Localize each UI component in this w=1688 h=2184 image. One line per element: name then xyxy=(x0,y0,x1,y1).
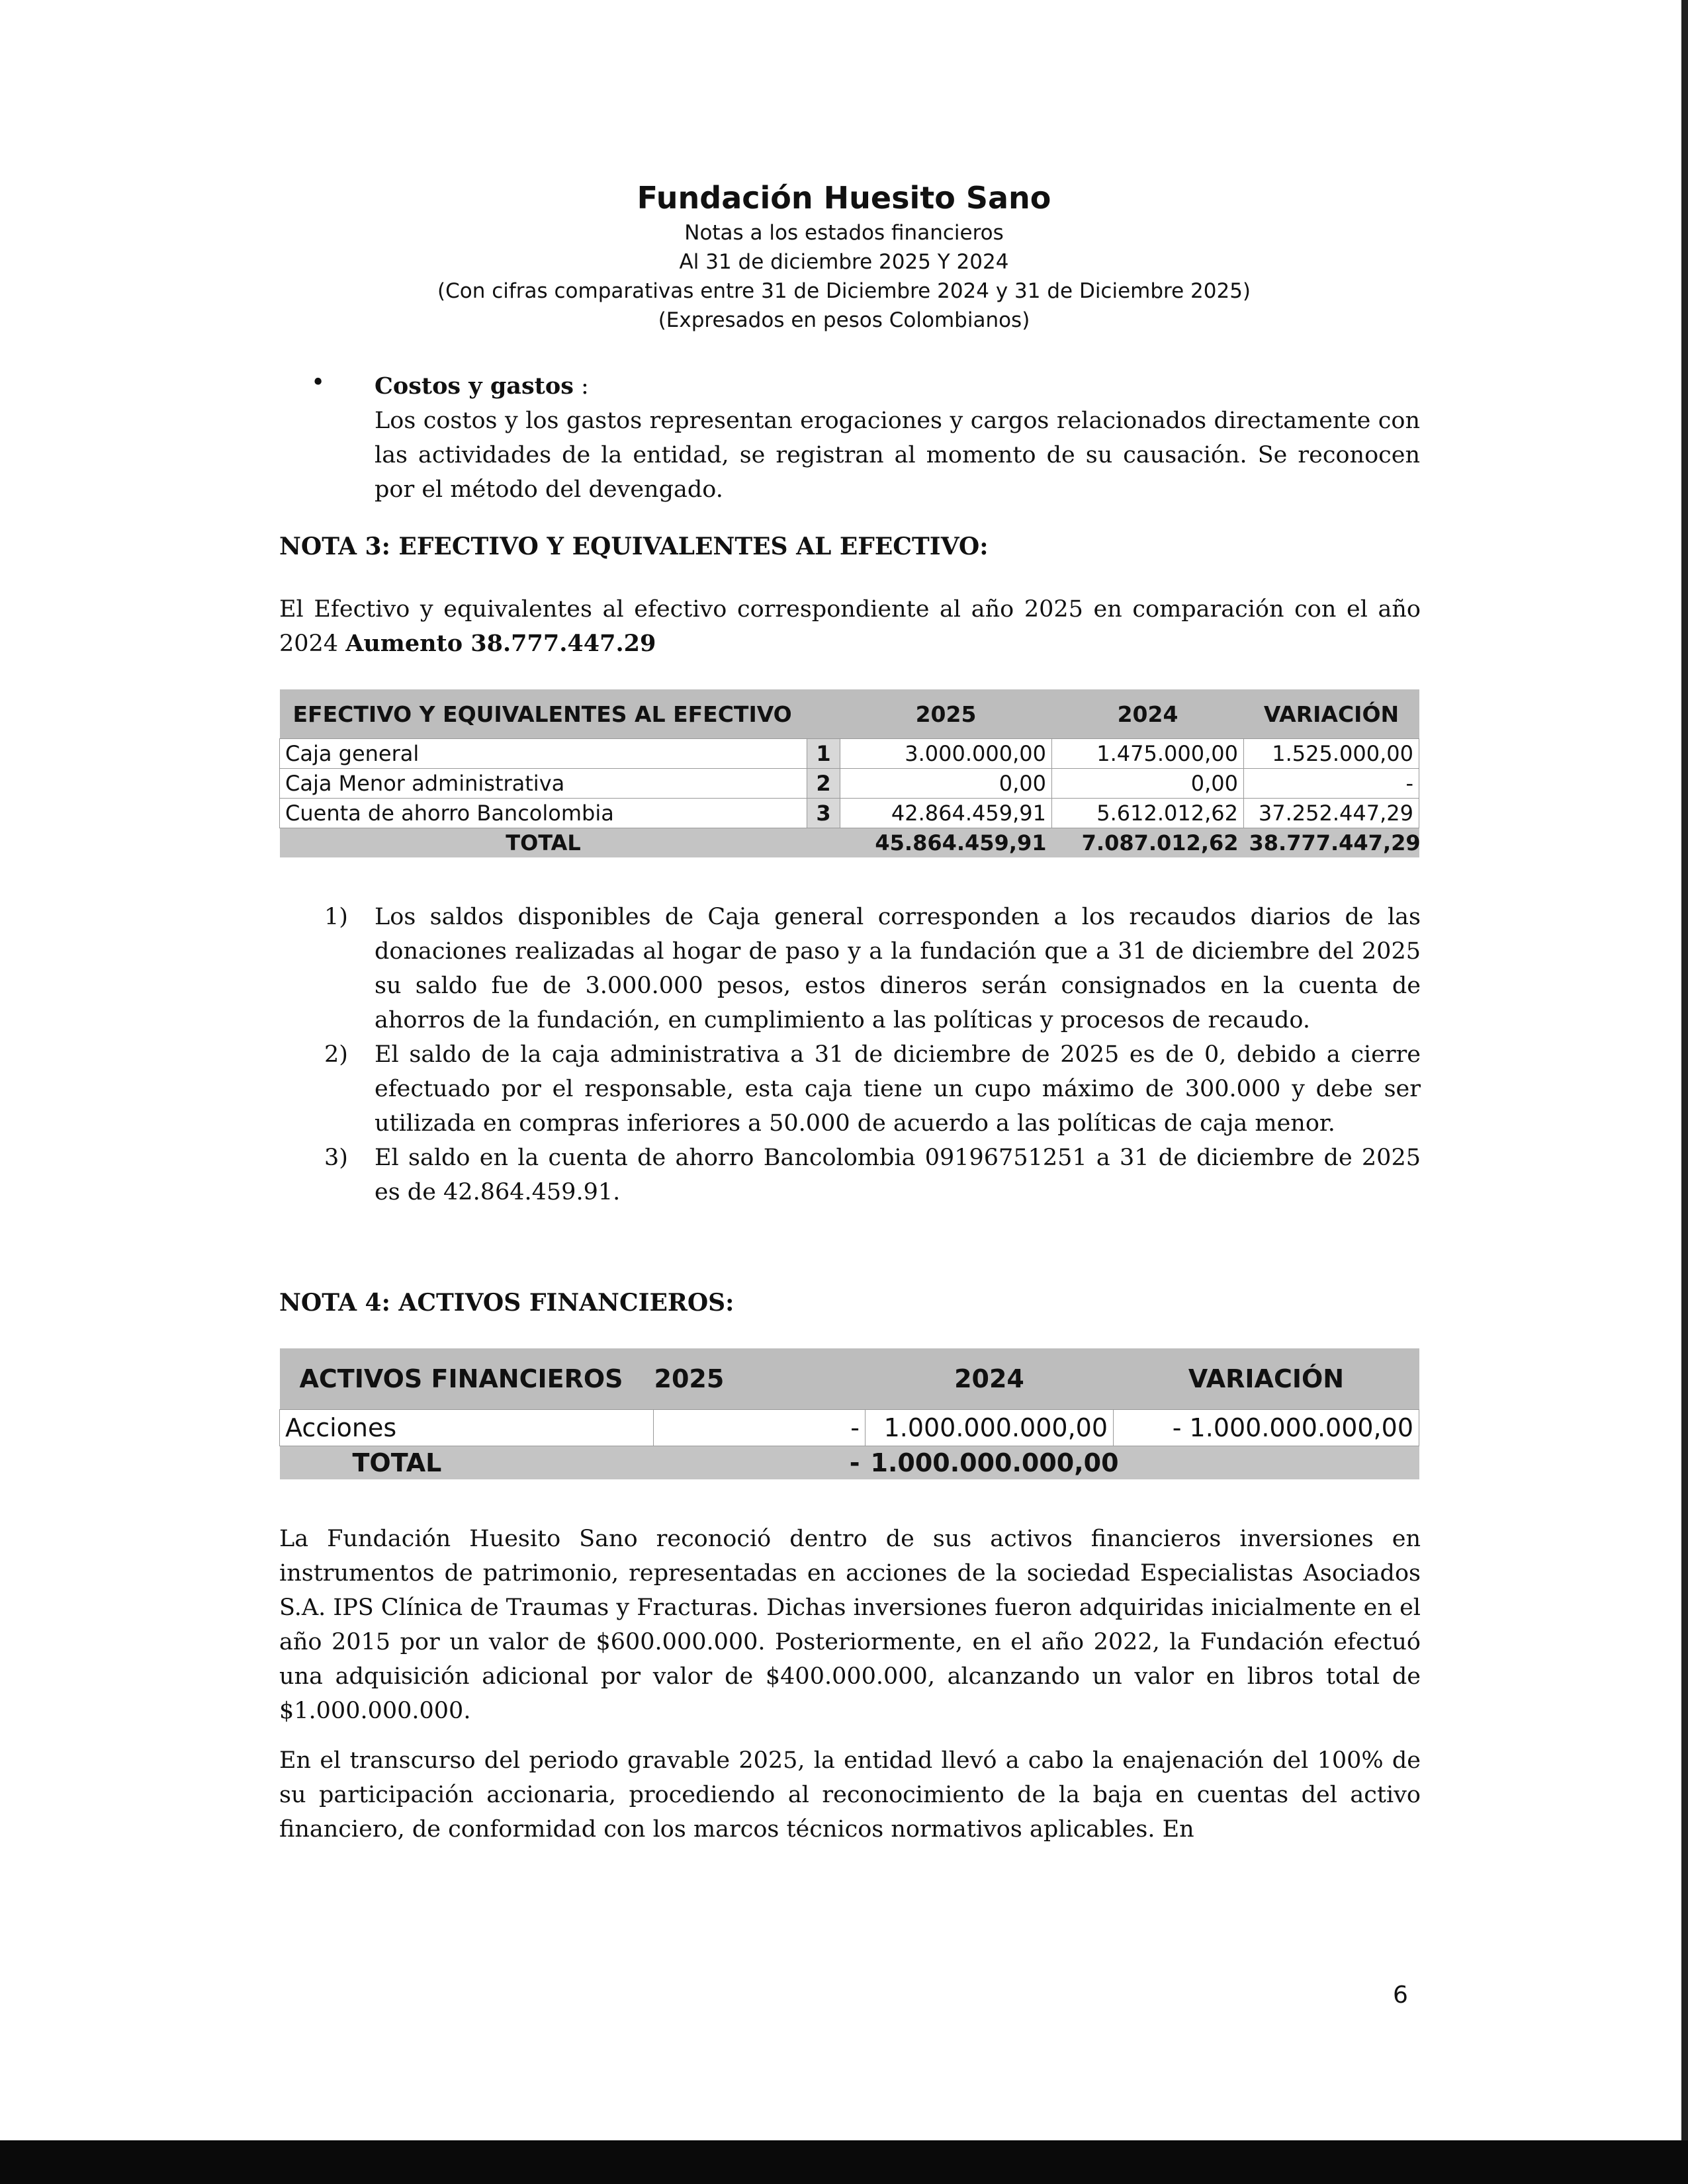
nota3-intro-block xyxy=(279,592,1421,661)
nota4-paragraph-1: La Fundación Huesito Sano reconoció dentro de sus activos financieros inversiones en instrumentos de patrimonio, representadas en acciones de la sociedad Especialistas Asociados S.A. IPS Clínica de Traumas y Fracturas. Dichas inversiones fueron adquiridas inicialmente en el año 2015 por un valor de $600.000.000. Posteriormente, en el año 2022, la Fundación efectuó una adquisición adicional por valor de $400.000.000, alcanzando un valor en libros total de $1.000.000.000. xyxy=(279,1526,1421,1724)
nota4-para2-block xyxy=(279,1743,1421,1847)
nota3-notes-list xyxy=(324,900,1421,1209)
header-cell: VARIACIÓN xyxy=(1244,689,1419,739)
total-2024: 1.000.000.000,00 xyxy=(866,1446,1114,1480)
nota3-intro xyxy=(279,592,1421,661)
document-header xyxy=(0,177,1688,335)
efectivo-table xyxy=(279,689,1419,857)
list-marker: 2) xyxy=(324,1041,348,1068)
total-2025: 45.864.459,91 xyxy=(840,828,1052,858)
header-cell: ACTIVOS FINANCIEROS xyxy=(280,1348,654,1410)
row-index: 2 xyxy=(807,769,840,799)
row-variacion: 1.525.000,00 xyxy=(1244,739,1419,769)
row-label: Acciones xyxy=(280,1410,654,1446)
header-line-3: (Con cifras comparativas entre 31 de Diciembre 2024 y 31 de Diciembre 2025) xyxy=(437,279,1251,303)
row-2025: - xyxy=(654,1410,866,1446)
header-cell-blank xyxy=(807,689,840,739)
list-marker: 3) xyxy=(324,1145,348,1171)
total-label: TOTAL xyxy=(280,1446,654,1480)
row-variacion: - 1.000.000.000,00 xyxy=(1114,1410,1419,1446)
costos-section xyxy=(375,369,1420,507)
total-variacion: 38.777.447,29 xyxy=(1244,828,1419,858)
row-label: Caja Menor administrativa xyxy=(280,769,807,799)
total-label: TOTAL xyxy=(280,828,807,858)
nota3-table-block xyxy=(279,689,1419,857)
row-2024: 1.000.000.000,00 xyxy=(866,1410,1114,1446)
list-marker: 1) xyxy=(324,904,348,930)
nota3-heading-block xyxy=(279,529,1421,564)
header-cell: 2025 xyxy=(654,1348,866,1410)
table-total-row xyxy=(280,828,1419,858)
table-header-row xyxy=(280,1348,1419,1410)
list-item-text: El saldo en la cuenta de ahorro Bancolombia 09196751251 a 31 de diciembre de 2025 es de 42.864.459.91. xyxy=(375,1145,1421,1205)
row-2025: 3.000.000,00 xyxy=(840,739,1052,769)
table-row xyxy=(280,1410,1419,1446)
table-row xyxy=(280,769,1419,799)
total-blank xyxy=(807,828,840,858)
page-number: 6 xyxy=(1393,1982,1408,2009)
nota4-heading: NOTA 4: ACTIVOS FINANCIEROS: xyxy=(279,1289,734,1317)
row-2025: 0,00 xyxy=(840,769,1052,799)
header-line-4: (Expresados en pesos Colombianos) xyxy=(658,308,1030,332)
costos-text: Los costos y los gastos representan erogaciones y cargos relacionados directamente con las actividades de la entidad, se registran al momento de su causación. Se reconocen por el método del devengado. xyxy=(375,408,1420,503)
total-variacion xyxy=(1114,1446,1419,1480)
bullet-marker: • xyxy=(311,369,326,396)
total-2024: 7.087.012,62 xyxy=(1052,828,1244,858)
header-cell: 2025 xyxy=(840,689,1052,739)
scan-bottom-edge xyxy=(0,2140,1688,2184)
scan-right-edge xyxy=(1681,0,1688,2140)
header-line-1: Notas a los estados financieros xyxy=(684,221,1004,245)
nota4-table-block xyxy=(279,1348,1419,1479)
header-cell: 2024 xyxy=(1052,689,1244,739)
row-2024: 0,00 xyxy=(1052,769,1244,799)
nota3-heading: NOTA 3: EFECTIVO Y EQUIVALENTES AL EFECTIVO: xyxy=(279,533,989,560)
table-row xyxy=(280,739,1419,769)
nota4-para1-block xyxy=(279,1522,1421,1728)
row-variacion: - xyxy=(1244,769,1419,799)
nota4-paragraph-2: En el transcurso del periodo gravable 2025, la entidad llevó a cabo la enajenación del 100% de su participación accionaria, procediendo al reconocimiento de la baja en cuentas del activo financiero, de conformidad con los marcos técnicos normativos aplicables. En xyxy=(279,1747,1421,1843)
costos-title-suffix: : xyxy=(573,373,589,400)
list-item xyxy=(324,1141,1421,1209)
costos-title: Costos y gastos xyxy=(375,372,574,400)
row-2024: 5.612.012,62 xyxy=(1052,799,1244,828)
row-variacion: 37.252.447,29 xyxy=(1244,799,1419,828)
header-line-2: Al 31 de diciembre 2025 Y 2024 xyxy=(679,250,1009,274)
list-item xyxy=(324,1037,1421,1141)
header-cell: VARIACIÓN xyxy=(1114,1348,1419,1410)
list-item-text: Los saldos disponibles de Caja general corresponden a los recaudos diarios de las donaciones realizadas al hogar de paso y a la fundación que a 31 de diciembre del 2025 su saldo fue de 3.000.000 pesos, estos dineros serán consignados en la cuenta de ahorros de la fundación, en cumplimiento a las políticas y procesos de recaudo. xyxy=(375,904,1421,1033)
costos-title-line xyxy=(375,369,1420,404)
nota4-heading-block xyxy=(279,1286,1421,1320)
row-index: 1 xyxy=(807,739,840,769)
row-2025: 42.864.459,91 xyxy=(840,799,1052,828)
row-2024: 1.475.000,00 xyxy=(1052,739,1244,769)
row-label: Cuenta de ahorro Bancolombia xyxy=(280,799,807,828)
activos-table xyxy=(279,1348,1419,1479)
nota3-intro-bold: Aumento 38.777.447.29 xyxy=(345,630,656,657)
list-item-text: El saldo de la caja administrativa a 31 de diciembre de 2025 es de 0, debido a cierre efectuado por el responsable, esta caja tiene un cupo máximo de 300.000 y debe ser utilizada en compras inferiores a 50.000 de acuerdo a las políticas de caja menor. xyxy=(375,1041,1421,1137)
header-cell: 2024 xyxy=(866,1348,1114,1410)
table-total-row xyxy=(280,1446,1419,1480)
total-2025: - xyxy=(654,1446,866,1480)
list-item xyxy=(324,900,1421,1037)
organization-title: Fundación Huesito Sano xyxy=(637,180,1051,216)
table-row xyxy=(280,799,1419,828)
table-header-row xyxy=(280,689,1419,739)
nota3-intro-text: El Efectivo y equivalentes al efectivo correspondiente al año 2025 en comparación con el año 2024 xyxy=(279,596,1421,657)
row-label: Caja general xyxy=(280,739,807,769)
row-index: 3 xyxy=(807,799,840,828)
header-cell: EFECTIVO Y EQUIVALENTES AL EFECTIVO xyxy=(280,689,807,739)
